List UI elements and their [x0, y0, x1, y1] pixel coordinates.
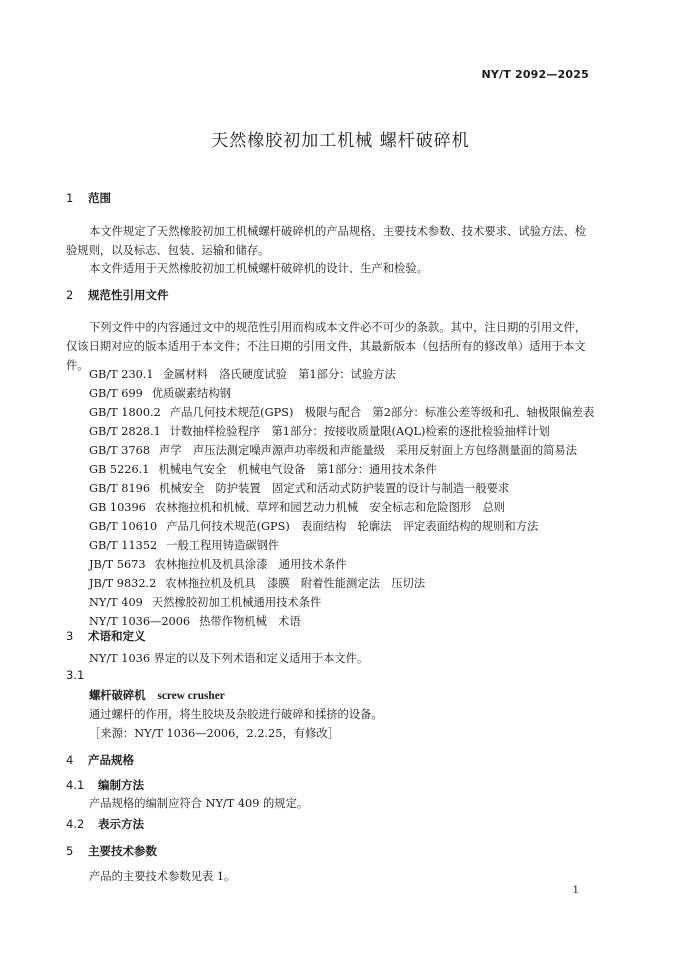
reference-title: 一般工程用铸造碳钢件 — [166, 539, 280, 552]
reference-entry — [89, 575, 425, 591]
section-title: 术语和定义 — [88, 629, 146, 643]
reference-entry — [89, 594, 321, 610]
term-entry — [89, 686, 619, 706]
reference-title: 金属材料 洛氏硬度试验 第1部分：试验方法 — [162, 368, 396, 381]
clause-number: 3.1 — [66, 668, 85, 682]
reference-entry — [89, 366, 396, 382]
reference-code: GB/T 230.1 — [89, 368, 154, 381]
normative-references-intro: 下列文件中的内容通过文中的规范性引用而构成本文件必不可少的条款。其中，注日期的引用文件，仅该日期对应的版本适用于本文件；不注日期的引用文件，其最新版本（包括所有的修改单）适用于本文件。 — [66, 321, 587, 372]
reference-code: GB/T 699 — [89, 387, 143, 400]
section-number: 4.1 — [66, 778, 85, 792]
reference-title: 产品几何技术规范(GPS) 极限与配合 第2部分：标准公差等级和孔、轴极限偏差表 — [169, 406, 595, 419]
reference-entry — [89, 556, 347, 572]
reference-entry — [89, 499, 505, 515]
reference-code: GB 10396 — [89, 501, 146, 514]
terms-intro: NY/T 1036 界定的以及下列术语和定义适用于本文件。 — [89, 652, 369, 665]
reference-code: GB/T 10610 — [89, 520, 158, 533]
spec-method-paragraph: 产品规格的编制应符合 NY/T 409 的规定。 — [89, 797, 309, 810]
reference-title: 计数抽样检验程序 第1部分：按接收质量限(AQL)检索的逐批检验抽样计划 — [169, 425, 550, 438]
section-2-heading — [66, 287, 169, 303]
reference-code: GB/T 8196 — [89, 482, 151, 495]
term-chinese: 螺杆破碎机 — [89, 688, 146, 702]
section-title: 表示方法 — [98, 817, 145, 831]
reference-code: GB/T 3768 — [89, 444, 151, 457]
standard-code: NY/T 2092—2025 — [481, 68, 589, 81]
scope-paragraph-1: 本文件规定了天然橡胶初加工机械螺杆破碎机的产品规格、主要技术参数、技术要求、试验方法、检验规则，以及标志、包装、运输和储存。 — [66, 225, 587, 257]
reference-code: GB/T 1800.2 — [89, 406, 161, 419]
reference-title: 热带作物机械 术语 — [199, 615, 301, 628]
reference-code: GB/T 11352 — [89, 539, 158, 552]
section-number: 1 — [66, 191, 74, 205]
reference-title: 农林拖拉机和机械、草坪和园艺动力机械 安全标志和危险图形 总则 — [154, 501, 506, 514]
reference-code: NY/T 409 — [89, 596, 143, 609]
term-definition: 通过螺杆的作用，将生胶块及杂胶进行破碎和揉挤的设备。 — [89, 708, 383, 721]
section-number: 4 — [66, 753, 74, 767]
reference-code: GB/T 2828.1 — [89, 425, 161, 438]
section-4-heading — [66, 752, 134, 768]
reference-title: 产品几何技术规范(GPS) 表面结构 轮廓法 评定表面结构的规则和方法 — [166, 520, 539, 533]
reference-code: NY/T 1036—2006 — [89, 615, 191, 628]
reference-entry — [89, 442, 577, 458]
reference-title: 农林拖拉机及机具 漆膜 附着性能测定法 压切法 — [165, 577, 426, 590]
section-title: 规范性引用文件 — [88, 288, 169, 302]
reference-entry — [89, 613, 301, 629]
reference-title: 机械安全 防护装置 固定式和活动式防护装置的设计与制造一般要求 — [159, 482, 510, 495]
reference-entry — [89, 461, 437, 477]
section-1-heading — [66, 190, 111, 206]
reference-entry — [89, 423, 550, 439]
reference-entry — [89, 385, 231, 401]
term-source: ［来源：NY/T 1036—2006，2.2.25，有修改］ — [89, 727, 339, 740]
section-number: 2 — [66, 288, 74, 302]
section-number: 5 — [66, 844, 74, 858]
section-title: 编制方法 — [98, 778, 145, 792]
reference-title: 声学 声压法测定噪声源声功率级和声能量级 采用反射面上方包络测量面的简易法 — [159, 444, 578, 457]
main-parameters-paragraph: 产品的主要技术参数见表 1。 — [89, 870, 236, 883]
reference-title: 农林拖拉机及机具涂漆 通用技术条件 — [154, 558, 347, 571]
reference-title: 机械电气安全 机械电气设备 第1部分：通用技术条件 — [158, 463, 437, 476]
reference-code: GB 5226.1 — [89, 463, 150, 476]
reference-entry — [89, 404, 594, 420]
section-title: 主要技术参数 — [88, 844, 158, 858]
reference-entry — [89, 480, 509, 496]
term-number — [66, 668, 94, 682]
reference-code: JB/T 5673 — [89, 558, 146, 571]
term-english: screw crusher — [157, 690, 225, 702]
section-5-heading — [66, 843, 157, 859]
document-title: 天然橡胶初加工机械 螺杆破碎机 — [211, 131, 470, 151]
page-number: 1 — [572, 885, 579, 896]
section-number: 3 — [66, 629, 74, 643]
reference-entry — [89, 537, 279, 553]
section-title: 范围 — [88, 191, 112, 205]
subsection-4-1-heading — [66, 777, 144, 793]
reference-entry — [89, 518, 538, 534]
section-3-heading — [66, 628, 146, 644]
reference-title: 优质碳素结构钢 — [151, 387, 231, 400]
section-number: 4.2 — [66, 817, 85, 831]
reference-title: 天然橡胶初加工机械通用技术条件 — [151, 596, 322, 609]
section-title: 产品规格 — [88, 753, 135, 767]
reference-code: JB/T 9832.2 — [89, 577, 157, 590]
subsection-4-2-heading — [66, 816, 144, 832]
scope-paragraph-2: 本文件适用于天然橡胶初加工机械螺杆破碎机的设计、生产和检验。 — [89, 262, 428, 275]
